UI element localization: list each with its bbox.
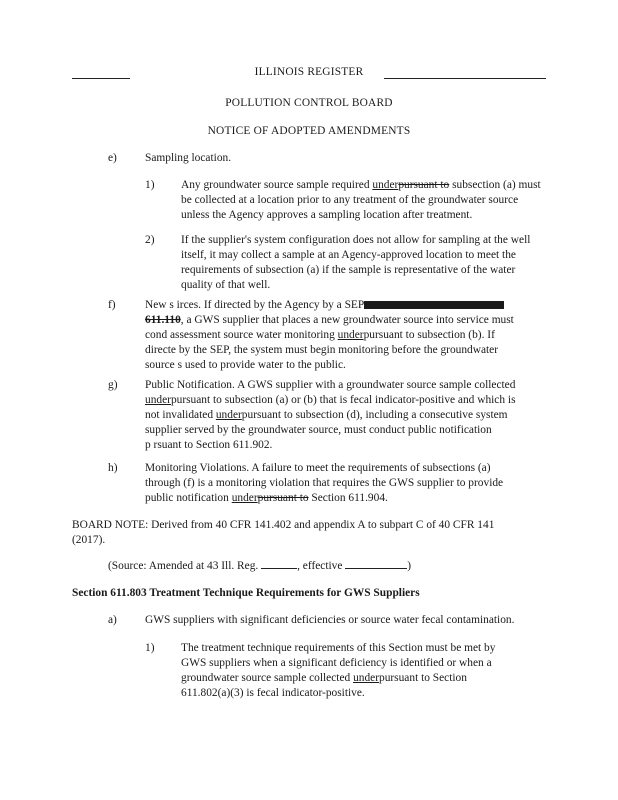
redaction-mark — [364, 301, 504, 309]
subsection-a-text: GWS suppliers with significant deficiencies or source water fecal contamination. — [145, 614, 515, 626]
notice-title: NOTICE OF ADOPTED AMENDMENTS — [207, 125, 411, 137]
e-item-2-text: If the supplier's system configuration does not allow for sampling at the well itself, it may collect a sample at an Agency-approved location to meet the requirements of subsection (a) if the sample is representative of the water quality of that well. — [181, 234, 531, 291]
a-item-1-text: The treatment technique requirements of this Section must be met by GWS suppliers when a significant deficiency is identified or when a groundwater source sample collected underpursuant to Section 611.802(a)(3) is fecal indicator-positive. — [181, 642, 496, 699]
subsection-e-label: e) — [108, 152, 117, 164]
subsection-f-text: New s irces. If directed by the Agency by a SEP 611.110, a GWS supplier that places a new groundwater source into service must cond assessment source water monitoring underpursuant to subsection (b). If directe by the SEP, the system must begin monitoring before the groundwater source s used to provide water to the public. — [145, 299, 514, 371]
subsection-h-text: Monitoring Violations. A failure to meet the requirements of subsections (a) through (f) is a monitoring violation that requires the GWS supplier to provide public notification underpursuant to Section 611.904. — [145, 462, 504, 504]
e-item-1-text: Any groundwater source sample required underpursuant to subsection (a) must be collected at a location prior to any treatment of the groundwater source unless the Agency approves a sampling location after treatment. — [181, 179, 541, 221]
source-note: (Source: Amended at 43 Ill. Reg. , effective ) — [108, 557, 411, 574]
register-title: ILLINOIS REGISTER — [254, 66, 364, 78]
blank-line — [345, 557, 407, 569]
subsection-e-title: Sampling location. — [145, 152, 232, 164]
board-title: POLLUTION CONTROL BOARD — [225, 97, 393, 109]
board-note: BOARD NOTE: Derived from 40 CFR 141.402 and appendix A to subpart C of 40 CFR 141 (2017). — [72, 519, 495, 546]
subsection-a-label: a) — [108, 614, 117, 626]
subsection-h-label: h) — [108, 462, 118, 474]
e-item-1-num: 1) — [145, 179, 155, 191]
subsection-g-label: g) — [108, 379, 118, 391]
a-item-1-num: 1) — [145, 642, 155, 654]
subsection-g-text: Public Notification. A GWS supplier with a groundwater source sample collected underpursuant to subsection (a) or (b) that is fecal indicator-positive and which is not invalidated underpursuant to subsection (d), including a consecutive system supplier served by the groundwater source, must conduct public notification p rsuant to Section 611.902. — [145, 379, 516, 451]
section-heading: Section 611.803 Treatment Technique Requirements for GWS Suppliers — [72, 587, 420, 599]
blank-line — [261, 557, 297, 569]
subsection-f-label: f) — [108, 299, 116, 311]
e-item-2-num: 2) — [145, 234, 155, 246]
